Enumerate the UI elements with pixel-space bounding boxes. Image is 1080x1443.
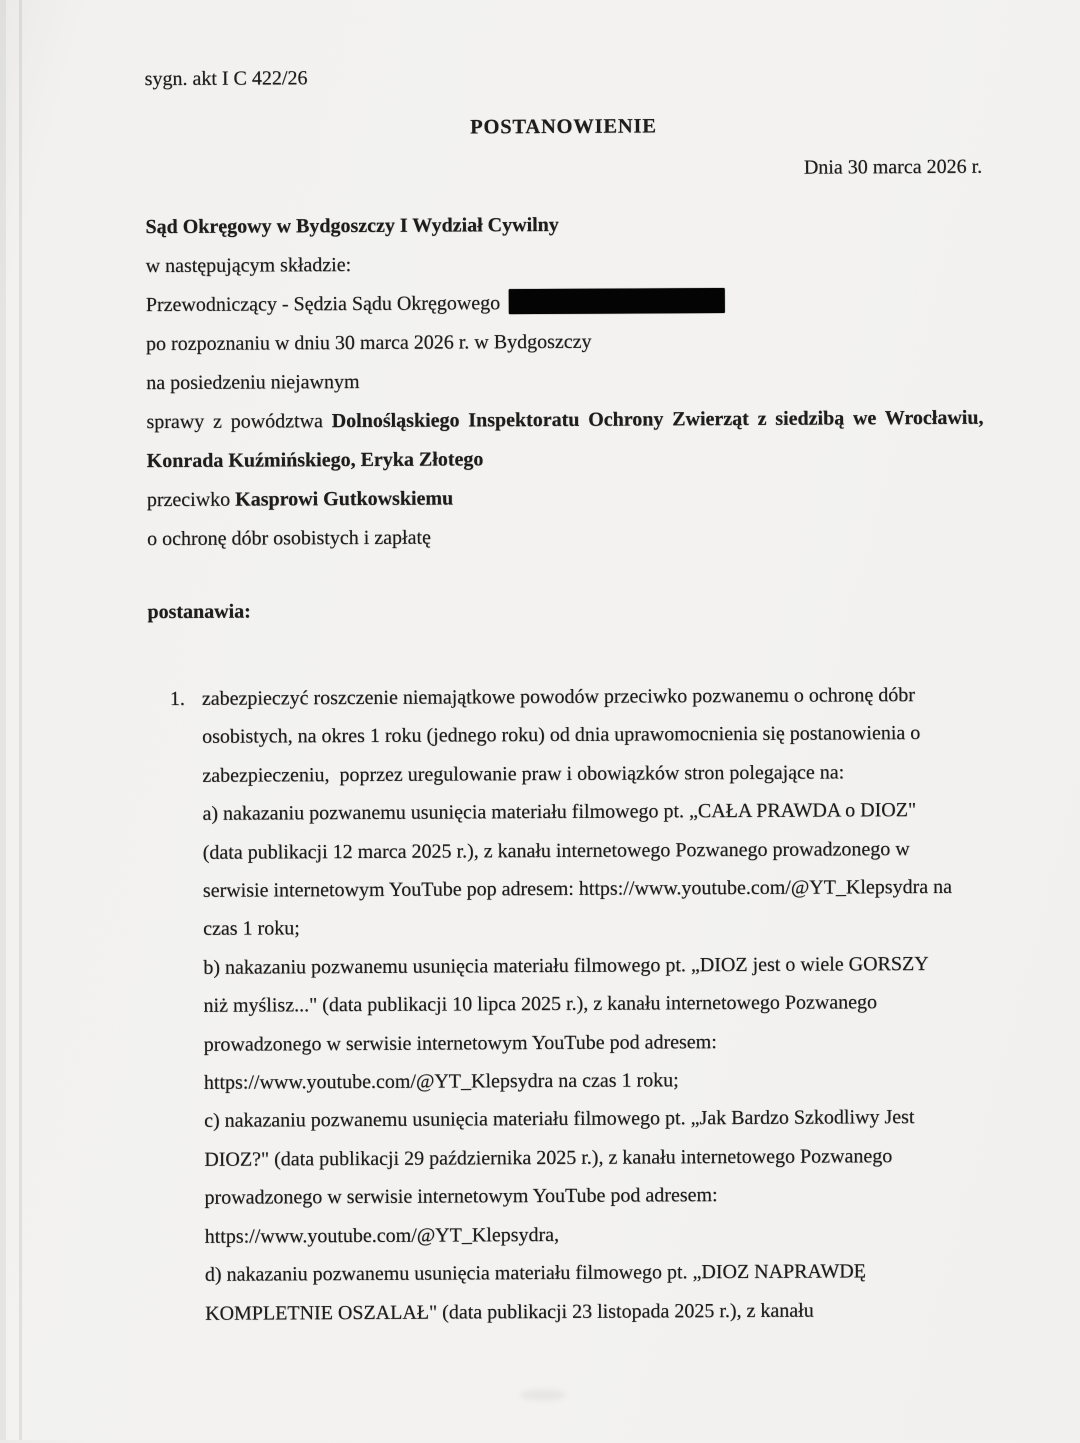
case-subject: o ochronę dóbr osobistych i zapłatę (146, 526, 431, 551)
document-title: POSTANOWIENIE (470, 115, 657, 139)
against-line (147, 477, 984, 520)
item-number: 1. (169, 687, 185, 710)
subitem-c: c) nakazaniu pozwanemu usunięcia materiału filmowego pt. „Jak Bardzo Szkodliwy Jest DIOZ?" (data publikacji 29 października 2025 r.), z kanału internetowego Pozwanego prowadzonego w serwisie internetowym YouTube pod adresem: https://www.youtube.com/@YT_Klepsydra, (204, 1106, 920, 1248)
judge-line-prefix: Przewodniczący - Sędzia Sądu Okręgowego (145, 292, 501, 317)
item-intro: zabezpieczyć roszczenie niemajątkowe powodów przeciwko pozwanemu o ochronę dóbr osobistych, na okres 1 roku (jednego roku) od dnia uprawomocnienia się postanowienia o zabezpieczeniu, poprzez uregulowanie praw i obowiązków stron polegające na: (201, 684, 926, 787)
session-line: na posiedzeniu niejawnym (146, 370, 360, 395)
decision-label: postanawia: (147, 600, 251, 624)
plaintiffs-names: Dolnośląskiego Inspektoratu Ochrony Zwierząt z siedzibą we Wrocławiu, Konrada Kuźmińskiego, Eryka Złotego (146, 406, 984, 473)
date-line: Dnia 30 marca 2026 r. (803, 155, 983, 179)
defendant-name: Kasprowi Gutkowskiemu (235, 487, 454, 511)
item-body (202, 676, 957, 1333)
against-prefix: przeciwko (146, 488, 231, 512)
judge-line (146, 282, 983, 325)
subitem-d: d) nakazaniu pozwanemu usunięcia materiału filmowego pt. „DIOZ NAPRAWDĘ KOMPLETNIE OSZALAŁ" (data publikacji 23 listopada 2025 r.), z kanału (204, 1260, 871, 1325)
claim-line (146, 399, 983, 481)
subitem-a: a) nakazaniu pozwanemu usunięcia materiału filmowego pt. „CAŁA PRAWDA o DIOZ" (data publikacji 12 marca 2025 r.), z kanału internetowego Pozwanego prowadzonego w serwisie internetowym YouTube pop adresem: https://www.youtube.com/@YT_Klepsydra na czas 1 roku; (202, 799, 958, 941)
redaction-bar (509, 288, 725, 314)
claim-prefix: sprawy z powództwa (146, 410, 323, 434)
hearing-line: po rozpoznaniu w dniu 30 marca 2026 r. w Bydgoszczy (145, 330, 592, 356)
subitem-b: b) nakazaniu pozwanemu usunięcia materiału filmowego pt. „DIOZ jest o wiele GORSZY niż myślisz..." (data publikacji 10 lipca 2025 r.), z kanału internetowego Pozwanego prowadzonego w serwisie internetowym YouTube pod adresem: https://www.youtube.com/@YT_Klepsydra na czas 1 roku; (203, 952, 933, 1094)
court-name: Sąd Okręgowy w Bydgoszczy I Wydział Cywilny (145, 213, 559, 239)
court-header-block (145, 204, 984, 559)
composition-intro: w następującym składzie: (145, 253, 352, 278)
case-reference: sygn. akt I C 422/26 (144, 67, 308, 91)
decision-item-1 (148, 676, 988, 1333)
